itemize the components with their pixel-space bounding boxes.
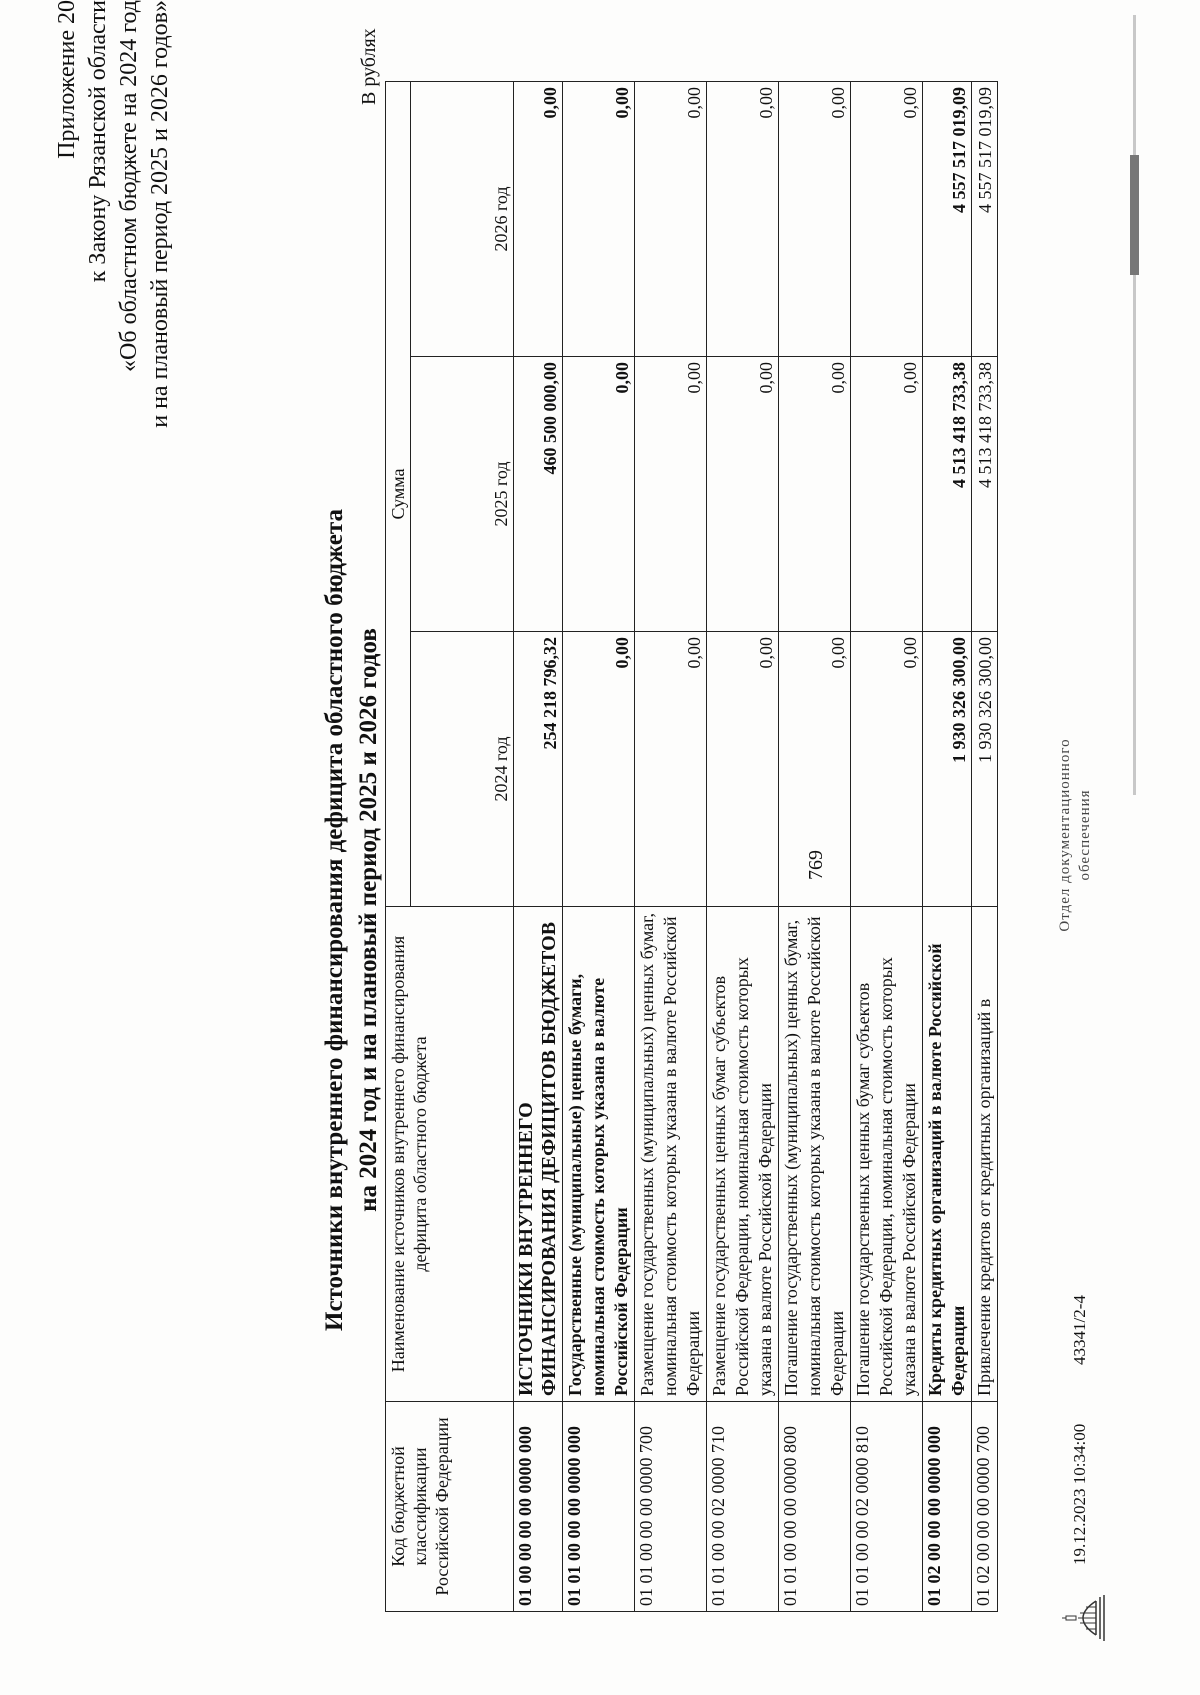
- header-name: Наименование источников внутреннего финансирования дефицита областного бюджета: [386, 907, 514, 1402]
- row-value-2025: 0,00: [851, 357, 923, 632]
- table-row: [972, 82, 998, 1612]
- appendix-line-2: к Закону Рязанской области: [85, 0, 111, 283]
- header-2026: 2026 год: [411, 82, 514, 357]
- row-value-2025: 4 513 418 733,38: [923, 357, 972, 632]
- row-name: Размещение государственных (муниципальных) ценных бумаг, номинальная стоимость которых указана в валюте Российской Федерации: [635, 907, 707, 1402]
- row-code: 01 00 00 00 00 0000 000: [514, 1402, 563, 1612]
- row-value-2024: 1 930 326 300,00: [972, 632, 998, 907]
- stamp-line-1: Отдел документационного: [1057, 738, 1073, 932]
- row-name: Привлечение кредитов от кредитных организаций в: [972, 907, 998, 1402]
- row-value-2024: 0,00: [779, 632, 851, 907]
- row-value-2025: 0,00: [635, 357, 707, 632]
- row-code: 01 01 00 00 02 0000 810: [851, 1402, 923, 1612]
- parliament-logo-icon: [1060, 1591, 1110, 1645]
- row-name: Погашение государственных (муниципальных) ценных бумаг, номинальная стоимость которых указана в валюте Российской Федерации: [779, 907, 851, 1402]
- table-row: [635, 82, 707, 1612]
- row-value-2025: 0,00: [779, 357, 851, 632]
- budget-sources-table: [385, 81, 998, 1612]
- row-name: Размещение государственных ценных бумаг субъектов Российской Федерации, номинальная стоимость которых указана в валюте Российской Федерации: [707, 907, 779, 1402]
- row-value-2026: 0,00: [851, 82, 923, 357]
- title-line-2: на 2024 год и на плановый период 2025 и 2026 годов: [355, 628, 382, 1212]
- footer-date: 19.12.2023 10:34:00: [1070, 1423, 1089, 1565]
- row-value-2024: 0,00: [851, 632, 923, 907]
- row-code: 01 01 00 00 02 0000 710: [707, 1402, 779, 1612]
- table-row: [851, 82, 923, 1612]
- title-line-1: Источники внутреннего финансирования дефицита областного бюджета: [321, 509, 348, 1331]
- row-value-2026: 0,00: [707, 82, 779, 357]
- row-code: 01 02 00 00 00 0000 700: [972, 1402, 998, 1612]
- document-title: [318, 345, 386, 1495]
- row-value-2025: 4 513 418 733,38: [972, 357, 998, 632]
- row-value-2025: 460 500 000,00: [514, 357, 563, 632]
- header-code: Код бюджетной классификации Российской Федерации: [386, 1402, 514, 1612]
- row-value-2024: 1 930 326 300,00: [923, 632, 972, 907]
- header-2025: 2025 год: [411, 357, 514, 632]
- row-value-2026: 0,00: [779, 82, 851, 357]
- department-stamp: [1055, 675, 1095, 995]
- appendix-line-3: «Об областном бюджете на 2024 год: [116, 0, 142, 372]
- row-name: ИСТОЧНИКИ ВНУТРЕННЕГО ФИНАНСИРОВАНИЯ ДЕФИЦИТОВ БЮДЖЕТОВ: [514, 907, 563, 1402]
- table-row: [923, 82, 972, 1612]
- row-value-2025: 0,00: [563, 357, 635, 632]
- table-row: [514, 82, 563, 1612]
- row-value-2024: 0,00: [635, 632, 707, 907]
- row-value-2025: 0,00: [707, 357, 779, 632]
- row-value-2024: 0,00: [563, 632, 635, 907]
- row-code: 01 01 00 00 00 0000 000: [563, 1402, 635, 1612]
- header-sum: Сумма: [386, 82, 411, 907]
- table-row: [707, 82, 779, 1612]
- row-name: Государственные (муниципальные) ценные бумаги, номинальная стоимость которых указана в валюте Российской Федерации: [563, 907, 635, 1402]
- row-value-2026: 0,00: [563, 82, 635, 357]
- footer-document-code: 43341/2-4: [1070, 1295, 1089, 1365]
- header-2024: 2024 год: [411, 632, 514, 907]
- units-label: В рублях: [358, 28, 380, 105]
- row-value-2026: 0,00: [635, 82, 707, 357]
- row-code: 01 01 00 00 00 0000 800: [779, 1402, 851, 1612]
- row-value-2026: 4 557 517 019,09: [923, 82, 972, 357]
- table-row: [779, 82, 851, 1612]
- row-code: 01 02 00 00 00 0000 000: [923, 1402, 972, 1612]
- row-value-2026: 0,00: [514, 82, 563, 357]
- row-name: Кредиты кредитных организаций в валюте Российской Федерации: [923, 907, 972, 1402]
- appendix-header: [52, 0, 176, 700]
- table-row: [563, 82, 635, 1612]
- row-code: 01 01 00 00 00 0000 700: [635, 1402, 707, 1612]
- appendix-line-1: Приложение 20: [54, 0, 80, 159]
- row-value-2026: 4 557 517 019,09: [972, 82, 998, 357]
- stamp-line-2: обеспечения: [1077, 789, 1093, 881]
- row-name: Погашение государственных ценных бумаг субъектов Российской Федерации, номинальная стоимость которых указана в валюте Российской Федерации: [851, 907, 923, 1402]
- page-number: 769: [805, 850, 827, 880]
- row-value-2024: 254 218 796,32: [514, 632, 563, 907]
- scan-edge-strip: [1130, 15, 1140, 795]
- row-value-2024: 0,00: [707, 632, 779, 907]
- appendix-line-4: и на плановый период 2025 и 2026 годов»: [147, 0, 173, 428]
